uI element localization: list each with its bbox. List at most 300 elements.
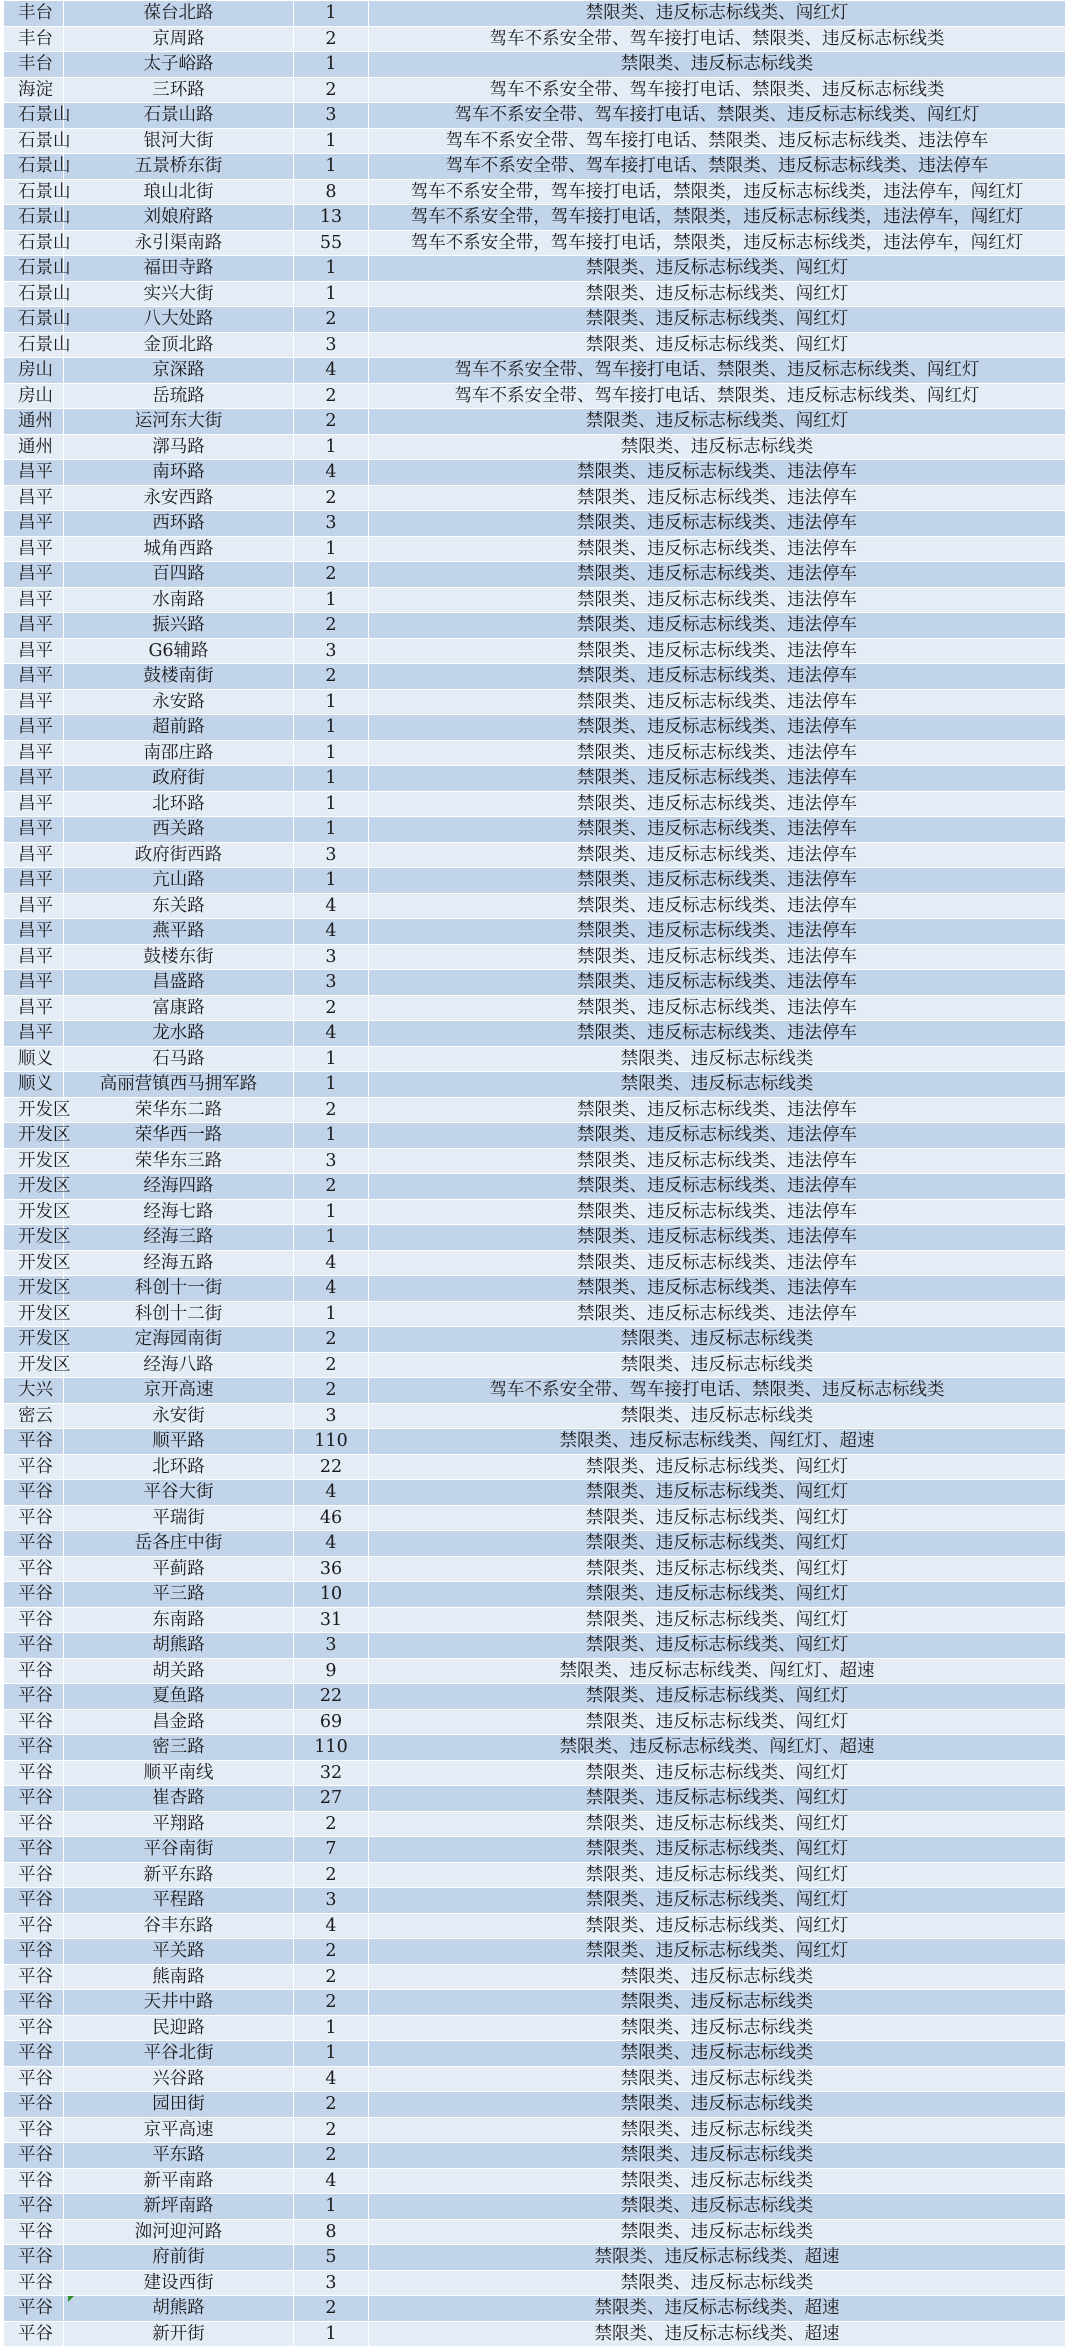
road-cell[interactable]: 谷丰东路 [64,1913,294,1939]
district-cell[interactable]: 平谷 [4,1964,64,1990]
district-cell[interactable]: 石景山 [4,281,64,307]
count-cell[interactable]: 4 [294,1276,369,1302]
violation-type-cell[interactable]: 禁限类、违反标志标线类、违法停车 [369,817,1066,843]
road-cell[interactable]: 胡熊路 [64,2296,294,2322]
road-cell[interactable]: 鼓楼南街 [64,664,294,690]
violation-type-cell[interactable]: 禁限类、违反标志标线类、闯红灯 [369,1505,1066,1531]
count-cell[interactable]: 4 [294,1250,369,1276]
violation-type-cell[interactable]: 禁限类、违反标志标线类、违法停车 [369,842,1066,868]
count-cell[interactable]: 1 [294,740,369,766]
district-cell[interactable]: 平谷 [4,1480,64,1506]
district-cell[interactable]: 大兴 [4,1378,64,1404]
road-cell[interactable]: 胡关路 [64,1658,294,1684]
count-cell[interactable]: 3 [294,638,369,664]
count-cell[interactable]: 2 [294,2092,369,2118]
count-cell[interactable]: 2 [294,307,369,333]
road-cell[interactable]: 昌盛路 [64,970,294,996]
violation-type-cell[interactable]: 禁限类、违反标志标线类、闯红灯 [369,1786,1066,1812]
district-cell[interactable]: 昌平 [4,944,64,970]
road-cell[interactable]: 银河大街 [64,128,294,154]
violation-type-cell[interactable]: 禁限类、违反标志标线类、闯红灯 [369,256,1066,282]
district-cell[interactable]: 开发区 [4,1225,64,1251]
district-cell[interactable]: 平谷 [4,1760,64,1786]
violation-type-cell[interactable]: 禁限类、违反标志标线类、闯红灯、超速 [369,1429,1066,1455]
violation-type-cell[interactable]: 禁限类、违反标志标线类、闯红灯 [369,1,1066,27]
road-cell[interactable]: 新坪南路 [64,2194,294,2220]
violation-type-cell[interactable]: 禁限类、违反标志标线类 [369,2219,1066,2245]
district-cell[interactable]: 顺义 [4,1072,64,1098]
count-cell[interactable]: 13 [294,205,369,231]
district-cell[interactable]: 开发区 [4,1301,64,1327]
count-cell[interactable]: 1 [294,256,369,282]
road-cell[interactable]: 福田寺路 [64,256,294,282]
road-cell[interactable]: 东关路 [64,893,294,919]
district-cell[interactable]: 平谷 [4,2219,64,2245]
count-cell[interactable]: 4 [294,919,369,945]
district-cell[interactable]: 昌平 [4,740,64,766]
road-cell[interactable]: 平蓟路 [64,1556,294,1582]
road-cell[interactable]: 科创十二街 [64,1301,294,1327]
violation-type-cell[interactable]: 禁限类、违反标志标线类、闯红灯 [369,307,1066,333]
road-cell[interactable]: 高丽营镇西马拥军路 [64,1072,294,1098]
violation-type-cell[interactable]: 禁限类、违反标志标线类、违法停车 [369,868,1066,894]
district-cell[interactable]: 昌平 [4,689,64,715]
road-cell[interactable]: 南环路 [64,460,294,486]
road-cell[interactable]: 葆台北路 [64,1,294,27]
violation-type-cell[interactable]: 禁限类、违反标志标线类、闯红灯 [369,1709,1066,1735]
district-cell[interactable]: 丰台 [4,52,64,78]
road-cell[interactable]: 石马路 [64,1046,294,1072]
violation-type-cell[interactable]: 禁限类、违反标志标线类、违法停车 [369,511,1066,537]
road-cell[interactable]: 平谷北街 [64,2041,294,2067]
count-cell[interactable]: 3 [294,103,369,129]
count-cell[interactable]: 4 [294,2066,369,2092]
road-cell[interactable]: 新平南路 [64,2168,294,2194]
count-cell[interactable]: 55 [294,230,369,256]
violation-type-cell[interactable]: 禁限类、违反标志标线类、违法停车 [369,919,1066,945]
road-cell[interactable]: 振兴路 [64,613,294,639]
count-cell[interactable]: 2 [294,2296,369,2322]
district-cell[interactable]: 平谷 [4,1939,64,1965]
road-cell[interactable]: 园田街 [64,2092,294,2118]
violation-type-cell[interactable]: 禁限类、违反标志标线类、违法停车 [369,536,1066,562]
count-cell[interactable]: 2 [294,613,369,639]
count-cell[interactable]: 2 [294,995,369,1021]
violation-type-cell[interactable]: 禁限类、违反标志标线类、超速 [369,2296,1066,2322]
district-cell[interactable]: 平谷 [4,1582,64,1608]
district-cell[interactable]: 平谷 [4,2041,64,2067]
district-cell[interactable]: 平谷 [4,1837,64,1863]
violation-type-cell[interactable]: 禁限类、违反标志标线类、违法停车 [369,1301,1066,1327]
district-cell[interactable]: 平谷 [4,2168,64,2194]
district-cell[interactable]: 昌平 [4,460,64,486]
district-cell[interactable]: 丰台 [4,26,64,52]
violation-type-cell[interactable]: 禁限类、违反标志标线类 [369,52,1066,78]
violation-type-cell[interactable]: 禁限类、违反标志标线类、违法停车 [369,664,1066,690]
violation-type-cell[interactable]: 禁限类、违反标志标线类 [369,2066,1066,2092]
district-cell[interactable]: 昌平 [4,995,64,1021]
district-cell[interactable]: 昌平 [4,562,64,588]
count-cell[interactable]: 1 [294,1225,369,1251]
violation-type-cell[interactable]: 驾车不系安全带、驾车接打电话、禁限类、违反标志标线类、闯红灯 [369,383,1066,409]
district-cell[interactable]: 密云 [4,1403,64,1429]
district-cell[interactable]: 平谷 [4,1454,64,1480]
road-cell[interactable]: 经海五路 [64,1250,294,1276]
count-cell[interactable]: 2 [294,1327,369,1353]
road-cell[interactable]: 荣华东二路 [64,1097,294,1123]
district-cell[interactable]: 平谷 [4,1862,64,1888]
road-cell[interactable]: 刘娘府路 [64,205,294,231]
count-cell[interactable]: 9 [294,1658,369,1684]
count-cell[interactable]: 1 [294,1301,369,1327]
count-cell[interactable]: 1 [294,154,369,180]
count-cell[interactable]: 3 [294,1633,369,1659]
road-cell[interactable]: 科创十一街 [64,1276,294,1302]
count-cell[interactable]: 1 [294,791,369,817]
violation-type-cell[interactable]: 驾车不系安全带，驾车接打电话，禁限类，违反标志标线类，违法停车，闯红灯 [369,230,1066,256]
road-cell[interactable]: 龙水路 [64,1021,294,1047]
district-cell[interactable]: 平谷 [4,2066,64,2092]
violation-type-cell[interactable]: 禁限类、违反标志标线类 [369,1403,1066,1429]
district-cell[interactable]: 通州 [4,409,64,435]
district-cell[interactable]: 开发区 [4,1123,64,1149]
count-cell[interactable]: 1 [294,1,369,27]
district-cell[interactable]: 平谷 [4,1531,64,1557]
count-cell[interactable]: 110 [294,1735,369,1761]
road-cell[interactable]: 五景桥东街 [64,154,294,180]
violation-type-cell[interactable]: 禁限类、违反标志标线类 [369,2143,1066,2169]
violation-type-cell[interactable]: 禁限类、违反标志标线类、闯红灯 [369,1633,1066,1659]
district-cell[interactable]: 石景山 [4,307,64,333]
road-cell[interactable]: 胡熊路 [64,1633,294,1659]
count-cell[interactable]: 1 [294,281,369,307]
district-cell[interactable]: 昌平 [4,919,64,945]
count-cell[interactable]: 8 [294,2219,369,2245]
violation-type-cell[interactable]: 禁限类、违反标志标线类 [369,434,1066,460]
district-cell[interactable]: 平谷 [4,2194,64,2220]
road-cell[interactable]: 建设西街 [64,2270,294,2296]
violation-type-cell[interactable]: 驾车不系安全带，驾车接打电话，禁限类，违反标志标线类，违法停车，闯红灯 [369,205,1066,231]
count-cell[interactable]: 1 [294,1046,369,1072]
road-cell[interactable]: 八大处路 [64,307,294,333]
district-cell[interactable]: 平谷 [4,2117,64,2143]
count-cell[interactable]: 1 [294,536,369,562]
violation-type-cell[interactable]: 驾车不系安全带、驾车接打电话、禁限类、违反标志标线类、违法停车 [369,154,1066,180]
road-cell[interactable]: 新开街 [64,2321,294,2347]
count-cell[interactable]: 3 [294,1888,369,1914]
district-cell[interactable]: 石景山 [4,154,64,180]
road-cell[interactable]: 经海八路 [64,1352,294,1378]
district-cell[interactable]: 房山 [4,383,64,409]
violation-type-cell[interactable]: 禁限类、违反标志标线类、闯红灯 [369,1837,1066,1863]
violation-type-cell[interactable]: 驾车不系安全带、驾车接打电话、禁限类、违反标志标线类、违法停车 [369,128,1066,154]
violation-type-cell[interactable]: 禁限类、违反标志标线类 [369,1990,1066,2016]
district-cell[interactable]: 昌平 [4,511,64,537]
count-cell[interactable]: 2 [294,2143,369,2169]
district-cell[interactable]: 石景山 [4,179,64,205]
count-cell[interactable]: 3 [294,2270,369,2296]
district-cell[interactable]: 石景山 [4,103,64,129]
count-cell[interactable]: 27 [294,1786,369,1812]
violation-type-cell[interactable]: 禁限类、违反标志标线类、闯红灯 [369,1862,1066,1888]
district-cell[interactable]: 平谷 [4,2092,64,2118]
district-cell[interactable]: 平谷 [4,1913,64,1939]
violation-type-cell[interactable]: 禁限类、违反标志标线类、违法停车 [369,460,1066,486]
district-cell[interactable]: 开发区 [4,1276,64,1302]
road-cell[interactable]: 太子峪路 [64,52,294,78]
road-cell[interactable]: 荣华西一路 [64,1123,294,1149]
road-cell[interactable]: 永安西路 [64,485,294,511]
road-cell[interactable]: 经海三路 [64,1225,294,1251]
count-cell[interactable]: 4 [294,1913,369,1939]
road-cell[interactable]: 荣华东三路 [64,1148,294,1174]
violation-type-cell[interactable]: 禁限类、违反标志标线类 [369,1072,1066,1098]
violation-type-cell[interactable]: 禁限类、违反标志标线类、违法停车 [369,766,1066,792]
road-cell[interactable]: 南邵庄路 [64,740,294,766]
count-cell[interactable]: 5 [294,2245,369,2271]
violation-type-cell[interactable]: 驾车不系安全带、驾车接打电话、禁限类、违反标志标线类、闯红灯 [369,358,1066,384]
count-cell[interactable]: 32 [294,1760,369,1786]
violation-type-cell[interactable]: 禁限类、违反标志标线类、违法停车 [369,970,1066,996]
violation-type-cell[interactable]: 驾车不系安全带、驾车接打电话、禁限类、违反标志标线类、闯红灯 [369,103,1066,129]
road-cell[interactable]: 京开高速 [64,1378,294,1404]
road-cell[interactable]: 府前街 [64,2245,294,2271]
road-cell[interactable]: 超前路 [64,715,294,741]
violation-type-cell[interactable]: 禁限类、违反标志标线类、闯红灯 [369,1913,1066,1939]
count-cell[interactable]: 3 [294,332,369,358]
district-cell[interactable]: 昌平 [4,638,64,664]
count-cell[interactable]: 2 [294,1862,369,1888]
violation-type-cell[interactable]: 禁限类、违反标志标线类、闯红灯、超速 [369,1658,1066,1684]
count-cell[interactable]: 2 [294,664,369,690]
road-cell[interactable]: 岳琉路 [64,383,294,409]
road-cell[interactable]: 政府街 [64,766,294,792]
district-cell[interactable]: 平谷 [4,2296,64,2322]
count-cell[interactable]: 2 [294,2117,369,2143]
district-cell[interactable]: 房山 [4,358,64,384]
violation-type-cell[interactable]: 禁限类、违反标志标线类 [369,2041,1066,2067]
road-cell[interactable]: 百四路 [64,562,294,588]
count-cell[interactable]: 2 [294,1964,369,1990]
violation-type-cell[interactable]: 禁限类、违反标志标线类、违法停车 [369,1276,1066,1302]
count-cell[interactable]: 8 [294,179,369,205]
road-cell[interactable]: 永引渠南路 [64,230,294,256]
count-cell[interactable]: 2 [294,1378,369,1404]
violation-type-cell[interactable]: 禁限类、违反标志标线类、违法停车 [369,995,1066,1021]
road-cell[interactable]: 经海四路 [64,1174,294,1200]
violation-type-cell[interactable]: 禁限类、违反标志标线类、闯红灯 [369,1684,1066,1710]
road-cell[interactable]: 永安路 [64,689,294,715]
road-cell[interactable]: 民迎路 [64,2015,294,2041]
count-cell[interactable]: 3 [294,842,369,868]
road-cell[interactable]: 昌金路 [64,1709,294,1735]
district-cell[interactable]: 平谷 [4,1505,64,1531]
road-cell[interactable]: 定海园南街 [64,1327,294,1353]
violation-type-cell[interactable]: 禁限类、违反标志标线类、违法停车 [369,740,1066,766]
district-cell[interactable]: 平谷 [4,2245,64,2271]
road-cell[interactable]: G6辅路 [64,638,294,664]
road-cell[interactable]: 洳河迎河路 [64,2219,294,2245]
road-cell[interactable]: 水南路 [64,587,294,613]
count-cell[interactable]: 2 [294,1097,369,1123]
district-cell[interactable]: 石景山 [4,230,64,256]
count-cell[interactable]: 2 [294,26,369,52]
district-cell[interactable]: 平谷 [4,1556,64,1582]
district-cell[interactable]: 昌平 [4,817,64,843]
road-cell[interactable]: 北环路 [64,1454,294,1480]
district-cell[interactable]: 开发区 [4,1352,64,1378]
district-cell[interactable]: 平谷 [4,1709,64,1735]
road-cell[interactable]: 熊南路 [64,1964,294,1990]
violation-type-cell[interactable]: 禁限类、违反标志标线类、违法停车 [369,1199,1066,1225]
count-cell[interactable]: 1 [294,689,369,715]
district-cell[interactable]: 石景山 [4,128,64,154]
violation-type-cell[interactable]: 禁限类、违反标志标线类 [369,2117,1066,2143]
violation-type-cell[interactable]: 禁限类、违反标志标线类、违法停车 [369,1174,1066,1200]
district-cell[interactable]: 丰台 [4,1,64,27]
count-cell[interactable]: 4 [294,1021,369,1047]
count-cell[interactable]: 2 [294,77,369,103]
district-cell[interactable]: 顺义 [4,1046,64,1072]
district-cell[interactable]: 昌平 [4,868,64,894]
count-cell[interactable]: 4 [294,893,369,919]
district-cell[interactable]: 平谷 [4,1735,64,1761]
road-cell[interactable]: 富康路 [64,995,294,1021]
district-cell[interactable]: 开发区 [4,1250,64,1276]
violation-type-cell[interactable]: 禁限类、违反标志标线类、闯红灯 [369,1556,1066,1582]
road-cell[interactable]: 平谷南街 [64,1837,294,1863]
district-cell[interactable]: 开发区 [4,1148,64,1174]
district-cell[interactable]: 平谷 [4,2143,64,2169]
road-cell[interactable]: 平瑞街 [64,1505,294,1531]
road-cell[interactable]: 西关路 [64,817,294,843]
road-cell[interactable]: 东南路 [64,1607,294,1633]
road-cell[interactable]: 运河东大街 [64,409,294,435]
count-cell[interactable]: 2 [294,383,369,409]
violation-type-cell[interactable]: 禁限类、违反标志标线类、违法停车 [369,1250,1066,1276]
violation-type-cell[interactable]: 禁限类、违反标志标线类 [369,2194,1066,2220]
count-cell[interactable]: 46 [294,1505,369,1531]
violation-type-cell[interactable]: 禁限类、违反标志标线类、超速 [369,2245,1066,2271]
violation-type-cell[interactable]: 禁限类、违反标志标线类 [369,2092,1066,2118]
violation-type-cell[interactable]: 禁限类、违反标志标线类、闯红灯、超速 [369,1735,1066,1761]
count-cell[interactable]: 1 [294,715,369,741]
count-cell[interactable]: 4 [294,2168,369,2194]
road-cell[interactable]: 永安街 [64,1403,294,1429]
violation-type-cell[interactable]: 驾车不系安全带、驾车接打电话、禁限类、违反标志标线类 [369,77,1066,103]
district-cell[interactable]: 平谷 [4,1684,64,1710]
count-cell[interactable]: 3 [294,944,369,970]
violation-type-cell[interactable]: 禁限类、违反标志标线类、闯红灯 [369,1582,1066,1608]
violation-type-cell[interactable]: 禁限类、违反标志标线类、违法停车 [369,893,1066,919]
violation-type-cell[interactable]: 禁限类、违反标志标线类、违法停车 [369,587,1066,613]
violation-type-cell[interactable]: 禁限类、违反标志标线类、违法停车 [369,638,1066,664]
road-cell[interactable]: 平翔路 [64,1811,294,1837]
violation-type-cell[interactable]: 禁限类、违反标志标线类、闯红灯 [369,1531,1066,1557]
count-cell[interactable]: 1 [294,868,369,894]
district-cell[interactable]: 昌平 [4,893,64,919]
district-cell[interactable]: 石景山 [4,332,64,358]
violation-type-cell[interactable]: 驾车不系安全带、驾车接打电话、禁限类、违反标志标线类 [369,26,1066,52]
violation-type-cell[interactable]: 禁限类、违反标志标线类、违法停车 [369,1148,1066,1174]
count-cell[interactable]: 110 [294,1429,369,1455]
road-cell[interactable]: 京周路 [64,26,294,52]
violation-type-cell[interactable]: 禁限类、违反标志标线类、违法停车 [369,1097,1066,1123]
violation-type-cell[interactable]: 禁限类、违反标志标线类 [369,1046,1066,1072]
count-cell[interactable]: 2 [294,1990,369,2016]
road-cell[interactable]: 兴谷路 [64,2066,294,2092]
violation-type-cell[interactable]: 驾车不系安全带、驾车接打电话、禁限类、违反标志标线类 [369,1378,1066,1404]
district-cell[interactable]: 昌平 [4,970,64,996]
district-cell[interactable]: 昌平 [4,1021,64,1047]
violation-type-cell[interactable]: 禁限类、违反标志标线类、闯红灯 [369,1888,1066,1914]
road-cell[interactable]: 鼓楼东街 [64,944,294,970]
count-cell[interactable]: 4 [294,358,369,384]
road-cell[interactable]: 顺平南线 [64,1760,294,1786]
violation-type-cell[interactable]: 禁限类、违反标志标线类、闯红灯 [369,1811,1066,1837]
district-cell[interactable]: 平谷 [4,2270,64,2296]
count-cell[interactable]: 3 [294,970,369,996]
district-cell[interactable]: 平谷 [4,1429,64,1455]
violation-type-cell[interactable]: 禁限类、违反标志标线类 [369,2270,1066,2296]
road-cell[interactable]: 京平高速 [64,2117,294,2143]
violation-type-cell[interactable]: 禁限类、违反标志标线类 [369,1327,1066,1353]
district-cell[interactable]: 开发区 [4,1174,64,1200]
count-cell[interactable]: 7 [294,1837,369,1863]
count-cell[interactable]: 1 [294,817,369,843]
district-cell[interactable]: 昌平 [4,613,64,639]
count-cell[interactable]: 2 [294,1174,369,1200]
district-cell[interactable]: 昌平 [4,536,64,562]
violation-type-cell[interactable]: 禁限类、违反标志标线类、闯红灯 [369,1480,1066,1506]
road-cell[interactable]: 城角西路 [64,536,294,562]
district-cell[interactable]: 昌平 [4,715,64,741]
road-cell[interactable]: 天井中路 [64,1990,294,2016]
road-cell[interactable]: 北环路 [64,791,294,817]
district-cell[interactable]: 平谷 [4,2321,64,2347]
road-cell[interactable]: 夏鱼路 [64,1684,294,1710]
count-cell[interactable]: 3 [294,511,369,537]
count-cell[interactable]: 69 [294,1709,369,1735]
district-cell[interactable]: 开发区 [4,1097,64,1123]
count-cell[interactable]: 10 [294,1582,369,1608]
violation-type-cell[interactable]: 禁限类、违反标志标线类 [369,1352,1066,1378]
district-cell[interactable]: 昌平 [4,587,64,613]
count-cell[interactable]: 3 [294,1148,369,1174]
road-cell[interactable]: 亢山路 [64,868,294,894]
road-cell[interactable]: 崔杏路 [64,1786,294,1812]
road-cell[interactable]: 平三路 [64,1582,294,1608]
road-cell[interactable]: 京深路 [64,358,294,384]
road-cell[interactable]: 琅山北街 [64,179,294,205]
violation-type-cell[interactable]: 禁限类、违反标志标线类、违法停车 [369,562,1066,588]
violation-type-cell[interactable]: 禁限类、违反标志标线类、违法停车 [369,689,1066,715]
road-cell[interactable]: 经海七路 [64,1199,294,1225]
district-cell[interactable]: 昌平 [4,791,64,817]
violation-type-cell[interactable]: 禁限类、违反标志标线类、超速 [369,2321,1066,2347]
violation-type-cell[interactable]: 禁限类、违反标志标线类、违法停车 [369,1021,1066,1047]
violation-type-cell[interactable]: 禁限类、违反标志标线类、违法停车 [369,485,1066,511]
count-cell[interactable]: 1 [294,2041,369,2067]
count-cell[interactable]: 2 [294,485,369,511]
district-cell[interactable]: 平谷 [4,1888,64,1914]
district-cell[interactable]: 开发区 [4,1327,64,1353]
violation-type-cell[interactable]: 驾车不系安全带，驾车接打电话，禁限类，违反标志标线类，违法停车，闯红灯 [369,179,1066,205]
violation-type-cell[interactable]: 禁限类、违反标志标线类、违法停车 [369,1225,1066,1251]
violation-type-cell[interactable]: 禁限类、违反标志标线类、闯红灯 [369,332,1066,358]
count-cell[interactable]: 3 [294,1403,369,1429]
count-cell[interactable]: 1 [294,128,369,154]
